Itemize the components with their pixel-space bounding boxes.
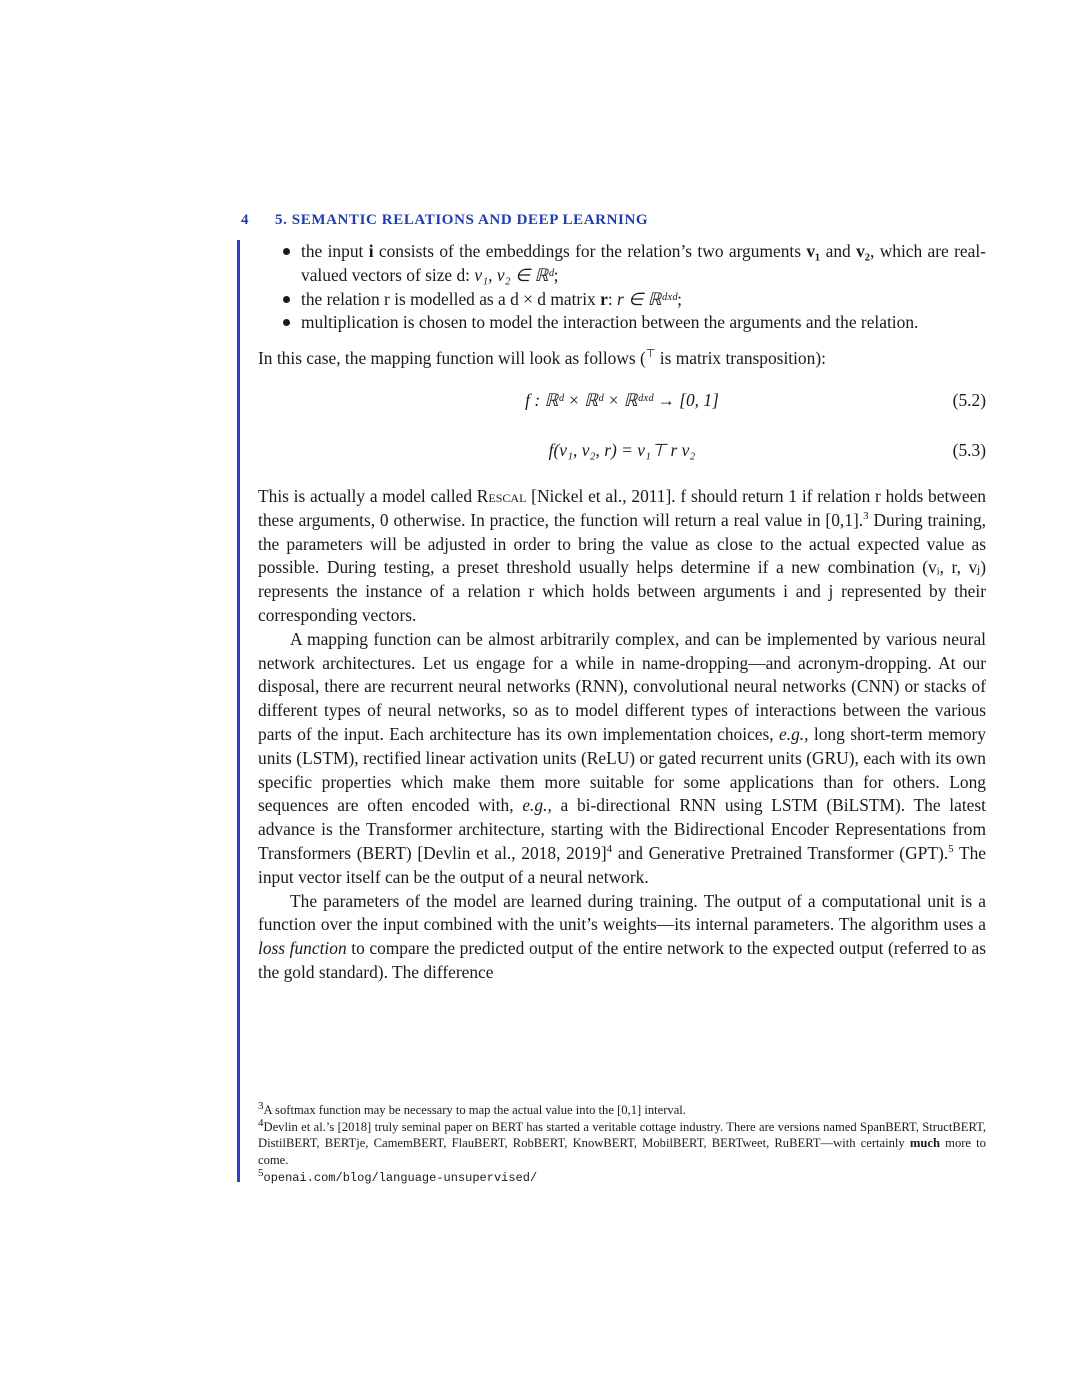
- footnote-4: [258, 1116, 986, 1169]
- footnote-text: more to come.: [258, 1136, 986, 1168]
- footnote-ref: 4: [606, 843, 613, 856]
- text-span: A mapping function can be almost arbitrarily complex, and can be implemented by various neural network architectures. Let us engage for a while in name-dropping—and acronym-dropping. At our disposal, there are recurrent neural networks (RNN), convolutional neural networks (CNN) or stacks of different types of neural networks, so as to model different types of interactions between the various parts of the input. Each architecture has its own implementation choices,: [258, 628, 986, 744]
- text-span: During training, the parameters will be adjusted in order to bring the value as close to the actual expected value as possible. During testing, a preset threshold usually helps determine if a new combination (vᵢ, r, vⱼ) represents the instance of a relation r which holds between arguments i and j represented by their corresponding vectors.: [258, 509, 987, 625]
- equation-number: (5.3): [952, 439, 986, 460]
- bold-symbol: r: [600, 288, 608, 309]
- bullet-text: the relation r is modelled as a d × d matrix: [301, 288, 601, 309]
- chapter-title: 5. SEMANTIC RELATIONS AND DEEP LEARNING: [275, 212, 649, 228]
- bullet-text: :: [607, 288, 618, 309]
- footnote-mark: 4: [258, 1116, 264, 1129]
- bullet-text: the input: [301, 241, 369, 261]
- text-span: to compare the predicted output of the entire network to the expected output (referred to as the gold standard). The difference: [258, 938, 987, 982]
- footnotes: [258, 1099, 986, 1187]
- transpose-symbol: ⊤: [645, 348, 656, 361]
- bullet-text: consists of the embeddings for the relation’s two arguments: [373, 241, 807, 261]
- page-number: 4: [241, 212, 250, 228]
- equation-5-3: [258, 439, 986, 475]
- list-item: [301, 311, 986, 335]
- list-item: [301, 288, 986, 312]
- running-header: [238, 212, 998, 234]
- footnote-url[interactable]: openai.com/blog/language-unsupervised/: [263, 1170, 538, 1185]
- equation-body: f : ℝᵈ × ℝᵈ × ℝᵈˣᵈ → [0, 1]: [525, 389, 719, 410]
- text-span: The parameters of the model are learned during training. The output of a computational unit is a function over the input combined with the unit’s weights—its internal parameters. The algorithm uses a: [258, 890, 986, 935]
- footnote-bold: much: [909, 1136, 940, 1151]
- italic-abbrev: e.g.,: [522, 795, 552, 816]
- text-span: a bi-directional RNN using LSTM (BiLSTM). The latest advance is the Transformer architecture, starting with the Bidirectional Encoder Representations from Transformers (BERT) [Devlin et al., 2018, 2019]: [258, 795, 986, 863]
- footnote-mark: 5: [258, 1166, 264, 1179]
- paragraph-rescal: [258, 485, 986, 628]
- bullet-icon: [283, 248, 290, 255]
- text-span: The input vector itself can be the output of a neural network.: [258, 842, 986, 887]
- bullet-text: and: [820, 241, 857, 261]
- bullet-text: multiplication is chosen to model the interaction between the arguments and the relation.: [301, 312, 919, 333]
- bullet-icon: [283, 319, 290, 326]
- footnote-5: [258, 1166, 986, 1187]
- list-item: [301, 240, 986, 288]
- text-span: In this case, the mapping function will look as follows (: [258, 348, 646, 369]
- intro-sentence: [258, 347, 986, 371]
- equation-body: f(v₁, v₂, r) = v₁⊤ r v₂: [548, 439, 696, 460]
- text-span: is matrix transposition):: [655, 348, 826, 369]
- equation-5-2: [258, 389, 986, 425]
- bullet-text: ;: [553, 264, 559, 285]
- footnote-mark: 3: [258, 1099, 264, 1112]
- text-span: [Nickel et al., 2011]. f should return 1 if relation r holds between these arguments, 0 otherwise. In practice, the function will return a real value in [0,1].: [258, 485, 986, 530]
- footnote-3: [258, 1099, 986, 1119]
- equation-number: (5.2): [952, 389, 986, 410]
- paragraph-architectures: [258, 628, 986, 890]
- footnote-text: A softmax function may be necessary to map the actual value into the [0,1] interval.: [263, 1103, 686, 1117]
- footnote-ref: 5: [948, 843, 954, 856]
- bullet-icon: [283, 296, 290, 303]
- bullet-text: , which are real-valued vectors of size d:: [301, 241, 986, 285]
- model-name: Rescal: [476, 485, 527, 506]
- inline-math: r ∈ ℝᵈˣᵈ: [617, 288, 678, 309]
- text-span: and Generative Pretrained Transformer (GPT).: [612, 842, 949, 863]
- footnote-ref: 3: [863, 509, 869, 522]
- paragraph-training: [258, 890, 986, 985]
- change-bar: [237, 240, 240, 1182]
- inline-math: v₁, v₂ ∈ ℝᵈ: [474, 264, 554, 285]
- bullet-list: [258, 240, 986, 335]
- text-span: long short-term memory units (LSTM), rectified linear activation units (ReLU) or gated recurrent units (GRU), each with its own specific properties which make them more suitable for some applications than for others. Long sequences are often encoded with,: [258, 723, 987, 816]
- italic-abbrev: e.g.,: [779, 723, 809, 744]
- footnote-text: Devlin et al.’s [2018] truly seminal paper on BERT has started a veritable cottage industry. There are versions named SpanBERT, StructBERT, DistilBERT, BERTje, CamemBERT, FlauBERT, RobBERT, KnowBERT, MobilBERT, BERTweet, RuBERT—with certainly: [258, 1119, 986, 1151]
- bold-symbol: i: [368, 241, 374, 261]
- vector-symbol: v₂: [856, 241, 870, 261]
- text-span: This is actually a model called: [258, 485, 477, 506]
- main-text: [258, 240, 986, 985]
- bullet-text: ;: [677, 288, 682, 309]
- vector-symbol: v₁: [806, 241, 821, 261]
- emphasis-term: loss function: [258, 938, 347, 959]
